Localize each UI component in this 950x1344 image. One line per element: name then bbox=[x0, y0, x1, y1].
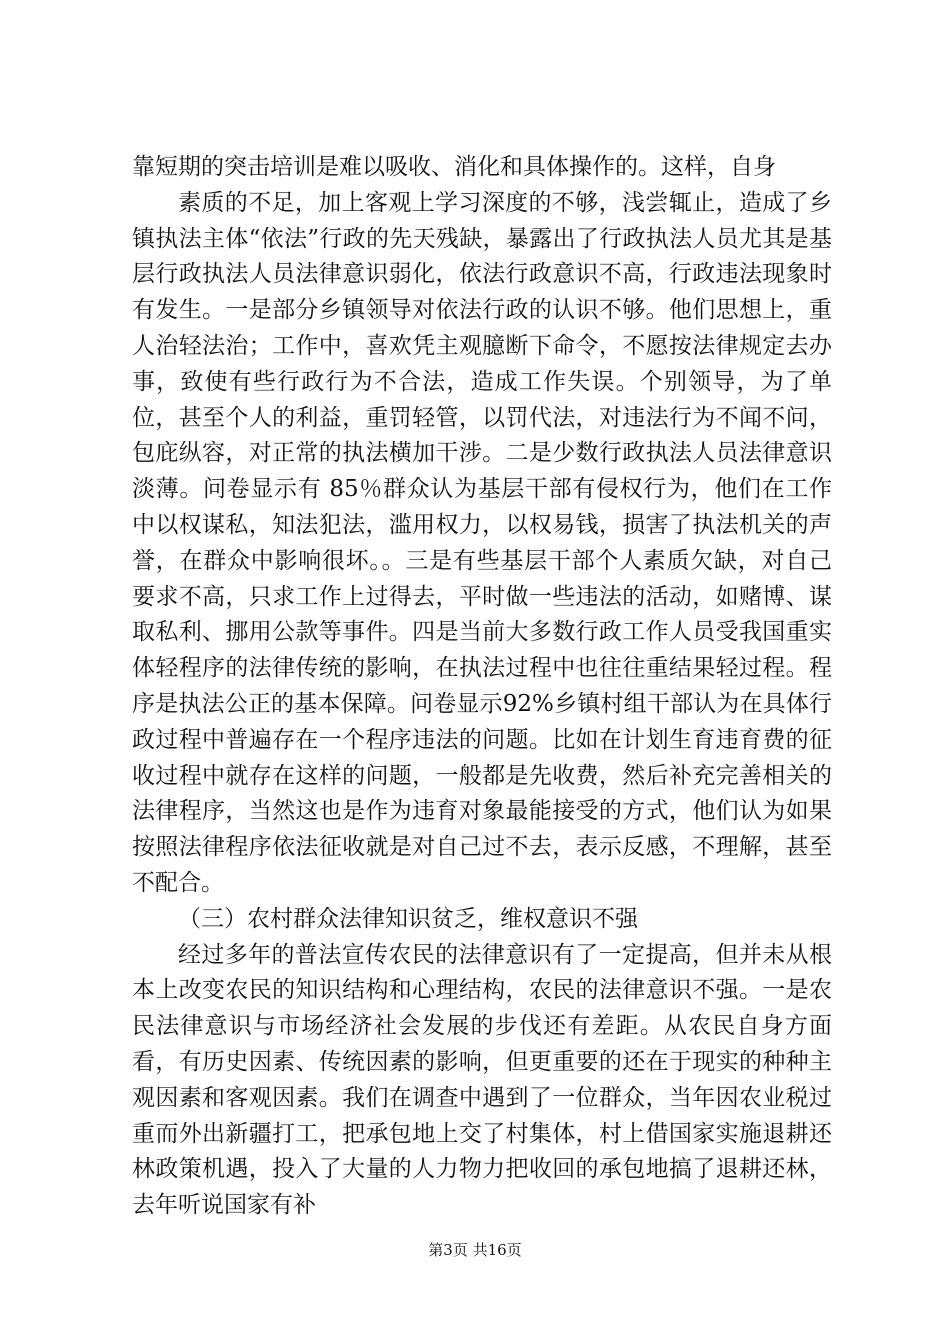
document-body bbox=[132, 150, 832, 1224]
paragraph-quality-deficiency: 素质的不足，加上客观上学习深度的不够，浅尝辄止，造成了乡镇执法主体“依法”行政的先天残缺，暴露出了行政执法人员尤其是基层行政执法人员法律意识弱化，依法行政意识不高，行政违法现象时有发生。一是部分乡镇领导对依法行政的认识不够。他们思想上，重人治轻法治；工作中，喜欢凭主观臆断下命令，不愿按法律规定去办事，致使有些行政行为不合法，造成工作失误。个别领导，为了单位，甚至个人的利益，重罚轻管，以罚代法，对违法行为不闻不问，包庇纵容，对正常的执法横加干涉。二是少数行政执法人员法律意识淡薄。问卷显示有 85％群众认为基层干部有侵权行为，他们在工作中以权谋私，知法犯法，滥用权力，以权易钱，损害了执法机关的声誉，在群众中影响很坏。。三是有些基层干部个人素质欠缺，对自己要求不高，只求工作上过得去，平时做一些违法的活动，如赌博、谋取私利、挪用公款等事件。四是当前大多数行政工作人员受我国重实体轻程序的法律传统的影响，在执法过程中也往往重结果轻过程。程序是执法公正的基本保障。问卷显示92%乡镇村组干部认为在具体行政过程中普遍存在一个程序违法的问题。比如在计划生育违育费的征收过程中就存在这样的问题，一般都是先收费，然后补充完善相关的法律程序，当然这也是作为违育对象最能接受的方式，他们认为如果按照法律程序依法征收就是对自己过不去，表示反感，不理解，甚至不配合。 bbox=[132, 189, 832, 896]
section-heading: （三）农村群众法律知识贫乏，维权意识不强 bbox=[178, 905, 638, 932]
paragraph-continuation: 靠短期的突击培训是难以吸收、消化和具体操作的。这样，自身 bbox=[132, 154, 776, 180]
paragraph-legal-awareness: 经过多年的普法宣传农民的法律意识有了一定提高，但并未从根本上改变农民的知识结构和心理结构，农民的法律意识不强。一是农民法律意识与市场经济社会发展的步伐还有差距。从农民自身方面看，有历史因素、传统因素的影响，但更重要的还在于现实的种种主观因素和客观因素。我们在调查中遇到了一位群众，当年因农业税过重而外出新疆打工，把承包地上交了村集体，村上借国家实施退耕还林政策机遇，投入了大量的人力物力把收回的承包地搞了退耕还林，去年听说国家有补 bbox=[132, 941, 832, 1219]
page-footer: 第3页 共16页 bbox=[428, 1241, 522, 1259]
